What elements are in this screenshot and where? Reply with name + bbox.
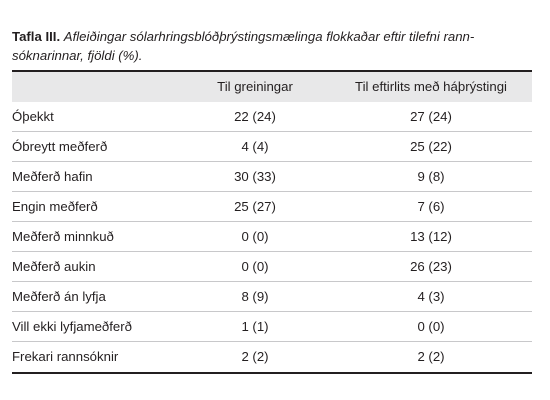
table-row [12, 162, 532, 192]
row-label: Engin meðferð [12, 199, 98, 214]
table-row [12, 282, 532, 312]
cell-monitoring: 4 (3) [417, 289, 445, 304]
cell-diagnosis: 30 (33) [234, 169, 276, 184]
cell-diagnosis: 8 (9) [241, 289, 269, 304]
cell-diagnosis: 0 (0) [241, 229, 269, 244]
column-header-diagnosis: Til greiningar [217, 79, 293, 94]
table-caption-text: Afleiðingar sólarhringsblóðþrýstingsmælinga flokkaðar eftir tilefni rann-sóknarinnar, fjöldi (%). [12, 29, 475, 63]
table-caption [12, 27, 532, 65]
table-row [12, 132, 532, 162]
row-label: Meðferð minnkuð [12, 229, 114, 244]
table-row [12, 222, 532, 252]
cell-monitoring: 9 (8) [417, 169, 445, 184]
table-caption-label: Tafla III. [12, 29, 61, 44]
table-row [12, 312, 532, 342]
row-label: Meðferð aukin [12, 259, 96, 274]
row-label: Meðferð án lyfja [12, 289, 106, 304]
cell-diagnosis: 0 (0) [241, 259, 269, 274]
cell-monitoring: 0 (0) [417, 319, 445, 334]
table-row [12, 342, 532, 372]
cell-monitoring: 13 (12) [410, 229, 452, 244]
cell-monitoring: 25 (22) [410, 139, 452, 154]
cell-monitoring: 7 (6) [417, 199, 445, 214]
cell-diagnosis: 1 (1) [241, 319, 269, 334]
table-row [12, 102, 532, 132]
table-header-row [12, 72, 532, 102]
table-bottom-rule [12, 372, 532, 374]
cell-monitoring: 2 (2) [417, 349, 445, 364]
cell-diagnosis: 22 (24) [234, 109, 276, 124]
column-header-monitoring: Til eftirlits með háþrýstingi [355, 79, 507, 94]
table-body [12, 102, 532, 372]
cell-diagnosis: 2 (2) [241, 349, 269, 364]
cell-monitoring: 27 (24) [410, 109, 452, 124]
cell-diagnosis: 25 (27) [234, 199, 276, 214]
row-label: Meðferð hafin [12, 169, 93, 184]
table-row [12, 252, 532, 282]
row-label: Óbreytt meðferð [12, 139, 108, 154]
row-label: Óþekkt [12, 109, 54, 124]
table-row [12, 192, 532, 222]
cell-monitoring: 26 (23) [410, 259, 452, 274]
row-label: Frekari rannsóknir [12, 349, 119, 364]
row-label: Vill ekki lyfjameðferð [12, 319, 132, 334]
cell-diagnosis: 4 (4) [241, 139, 269, 154]
